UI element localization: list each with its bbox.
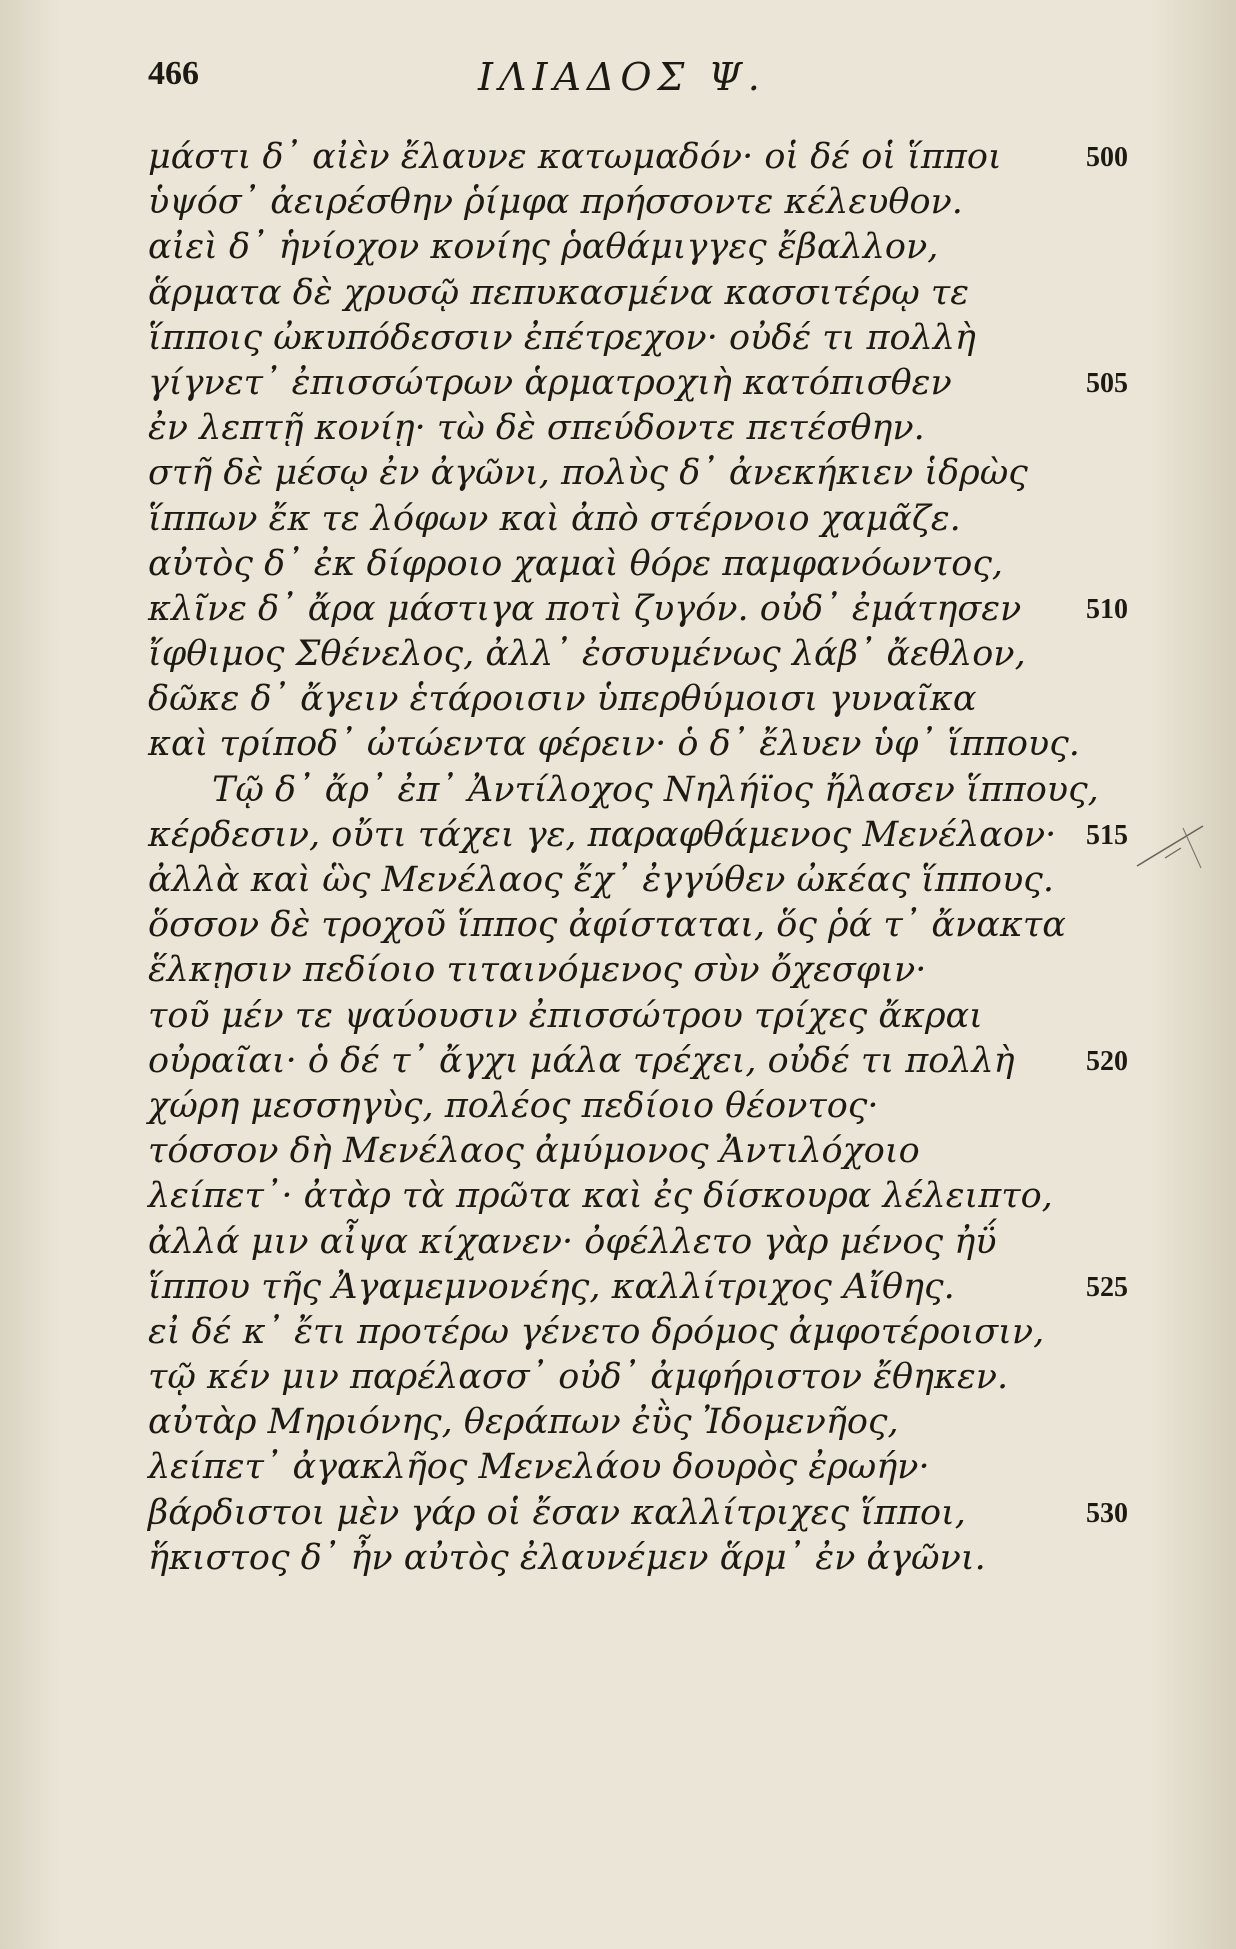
- line-number: 525: [1086, 1271, 1128, 1303]
- verse-line-text: ἀλλά μιν αἶψα κίχανεν· ὀφέλλετο γὰρ μένος ἠΰ: [148, 1221, 997, 1262]
- verse-line-text: τῷ κέν μιν παρέλασσ᾽ οὐδ᾽ ἀμφήριστον ἔθηκεν.: [148, 1357, 1009, 1398]
- verse-line-text: ἕλκῃσιν πεδίοιο τιταινόμενος σὺν ὄχεσφιν·: [148, 950, 927, 991]
- verse-line-text: δῶκε δ᾽ ἄγειν ἑτάροισιν ὑπερθύμοισι γυναῖκα: [148, 679, 977, 720]
- line-number: 500: [1086, 142, 1128, 173]
- verse-line-text: τοῦ μέν τε ψαύουσιν ἐπισσώτρου τρίχες ἄκραι: [148, 995, 983, 1036]
- verse-line: [148, 225, 1128, 270]
- verse-line: [148, 813, 1128, 858]
- verse-line-text: αὐτὰρ Μηριόνης, θεράπων ἐῢς Ἰδομενῆος,: [148, 1402, 899, 1443]
- verse-line-text: εἰ δέ κ᾽ ἔτι προτέρω γένετο δρόμος ἀμφοτέροισιν,: [148, 1311, 1045, 1352]
- verse-line-text: αἰεὶ δ᾽ ἡνίοχον κονίης ῥαθάμιγγες ἔβαλλον,: [148, 227, 939, 268]
- verse-line: [148, 903, 1128, 948]
- verse-line: [148, 1129, 1128, 1174]
- verse-line-text: μάστι δ᾽ αἰὲν ἔλαυνε κατωμαδόν· οἱ δέ οἱ ἵπποι: [148, 137, 1002, 177]
- verse-line-text: ἵππου τῆς Ἀγαμεμνονέης, καλλίτριχος Αἴθης.: [148, 1266, 955, 1307]
- verse-line: [148, 1536, 1128, 1581]
- line-number: 530: [1086, 1497, 1128, 1529]
- verse-line-text: ἐν λεπτῇ κονίῃ· τὼ δὲ σπεύδοντε πετέσθην.: [148, 408, 925, 449]
- verse-line-text: βάρδιστοι μὲν γάρ οἱ ἔσαν καλλίτριχες ἵπποι,: [148, 1492, 966, 1533]
- verse-line-text: ἴφθιμος Σθένελος, ἀλλ᾽ ἐσσυμένως λάβ᾽ ἄεθλον,: [148, 634, 1026, 675]
- verse-line-text: αὐτὸς δ᾽ ἐκ δίφροιο χαμαὶ θόρε παμφανόωντος,: [148, 543, 1004, 584]
- verse-line: [148, 451, 1128, 496]
- verse-line: [148, 948, 1128, 993]
- verse-line: [148, 994, 1128, 1039]
- line-number: 520: [1086, 1045, 1128, 1077]
- verse-line: [148, 180, 1128, 225]
- verse-line: [148, 722, 1128, 767]
- pencil-annotation-mark: [1135, 808, 1205, 888]
- verse-line: [148, 1039, 1128, 1084]
- verse-line: [148, 1445, 1128, 1490]
- verse-line: [148, 1265, 1128, 1310]
- verse-line: [148, 542, 1128, 587]
- verse-line-text: κέρδεσιν, οὔτι τάχει γε, παραφθάμενος Μενέλαον·: [148, 814, 1057, 855]
- verse-line-text: ὑψόσ᾽ ἀειρέσθην ῥίμφα πρήσσοντε κέλευθον.: [148, 182, 963, 223]
- verse-line-text: οὐραῖαι· ὁ δέ τ᾽ ἄγχι μάλα τρέχει, οὐδέ τι πολλὴ: [148, 1040, 1015, 1081]
- line-number: 515: [1086, 819, 1128, 851]
- verse-line-text: ἥκιστος δ᾽ ἦν αὐτὸς ἐλαυνέμεν ἅρμ᾽ ἐν ἀγῶνι.: [148, 1537, 986, 1578]
- verse-line-text: κλῖνε δ᾽ ἄρα μάστιγα ποτὶ ζυγόν. οὐδ᾽ ἐμάτησεν: [148, 588, 1022, 629]
- verse-line-text: ἅρματα δὲ χρυσῷ πεπυκασμένα κασσιτέρῳ τε: [148, 272, 970, 313]
- verse-line: [148, 1310, 1128, 1355]
- verse-line: [148, 858, 1128, 903]
- verse-line: [148, 1355, 1128, 1400]
- verse-line: [148, 1220, 1128, 1265]
- verse-line-text: λείπετ᾽· ἀτὰρ τὰ πρῶτα καὶ ἐς δίσκουρα λέλειπτο,: [148, 1176, 1053, 1217]
- verse-line-text: Τῷ δ᾽ ἄρ᾽ ἐπ᾽ Ἀντίλοχος Νηλήϊος ἤλασεν ἵππους,: [212, 769, 1099, 810]
- line-number: 510: [1086, 593, 1128, 625]
- page-header: [148, 55, 1128, 115]
- page-number: 466: [148, 55, 199, 92]
- verse-line-text: λείπετ᾽ ἀγακλῆος Μενελάου δουρὸς ἐρωήν·: [148, 1447, 930, 1488]
- verse-line-text: ὅσσον δὲ τροχοῦ ἵππος ἀφίσταται, ὅς ῥά τ᾽ ἄνακτα: [148, 905, 1066, 946]
- verse-line: [148, 271, 1128, 316]
- verse-text-block: [148, 135, 1128, 1581]
- line-number: 505: [1086, 367, 1128, 399]
- verse-line: [148, 1400, 1128, 1445]
- verse-line: [148, 361, 1128, 406]
- verse-line-text: ἵπποις ὠκυπόδεσσιν ἐπέτρεχον· οὐδέ τι πολλὴ: [148, 317, 976, 358]
- verse-line: [148, 316, 1128, 361]
- verse-line: [148, 406, 1128, 451]
- verse-line-text: ἵππων ἔκ τε λόφων καὶ ἀπὸ στέρνοιο χαμᾶζε.: [148, 498, 961, 539]
- verse-line-text: ἀλλὰ καὶ ὣς Μενέλαος ἔχ᾽ ἐγγύθεν ὠκέας ἵππους.: [148, 860, 1054, 900]
- verse-line-text: γίγνετ᾽ ἐπισσώτρων ἁρματροχιὴ κατόπισθεν: [148, 362, 952, 403]
- verse-line: [148, 497, 1128, 542]
- verse-line: [148, 1174, 1128, 1219]
- verse-line: [148, 1491, 1128, 1536]
- verse-line-text: στῆ δὲ μέσῳ ἐν ἀγῶνι, πολὺς δ᾽ ἀνεκήκιεν ἱδρὼς: [148, 453, 1028, 494]
- verse-line: [148, 677, 1128, 722]
- verse-line: [148, 135, 1128, 180]
- verse-line: [148, 587, 1128, 632]
- verse-line-text: τόσσον δὴ Μενέλαος ἀμύμονος Ἀντιλόχοιο: [148, 1131, 920, 1172]
- verse-line: [148, 1084, 1128, 1129]
- verse-line-text: καὶ τρίποδ᾽ ὠτώεντα φέρειν· ὁ δ᾽ ἔλυεν ὑφ᾽ ἵππους.: [148, 724, 1080, 765]
- verse-line: [148, 768, 1128, 813]
- verse-line: [148, 632, 1128, 677]
- running-title: ΙΛΙΑΔΟΣ Ψ.: [478, 55, 766, 99]
- verse-line-text: χώρη μεσσηγὺς, πολέος πεδίοιο θέοντος·: [148, 1085, 879, 1126]
